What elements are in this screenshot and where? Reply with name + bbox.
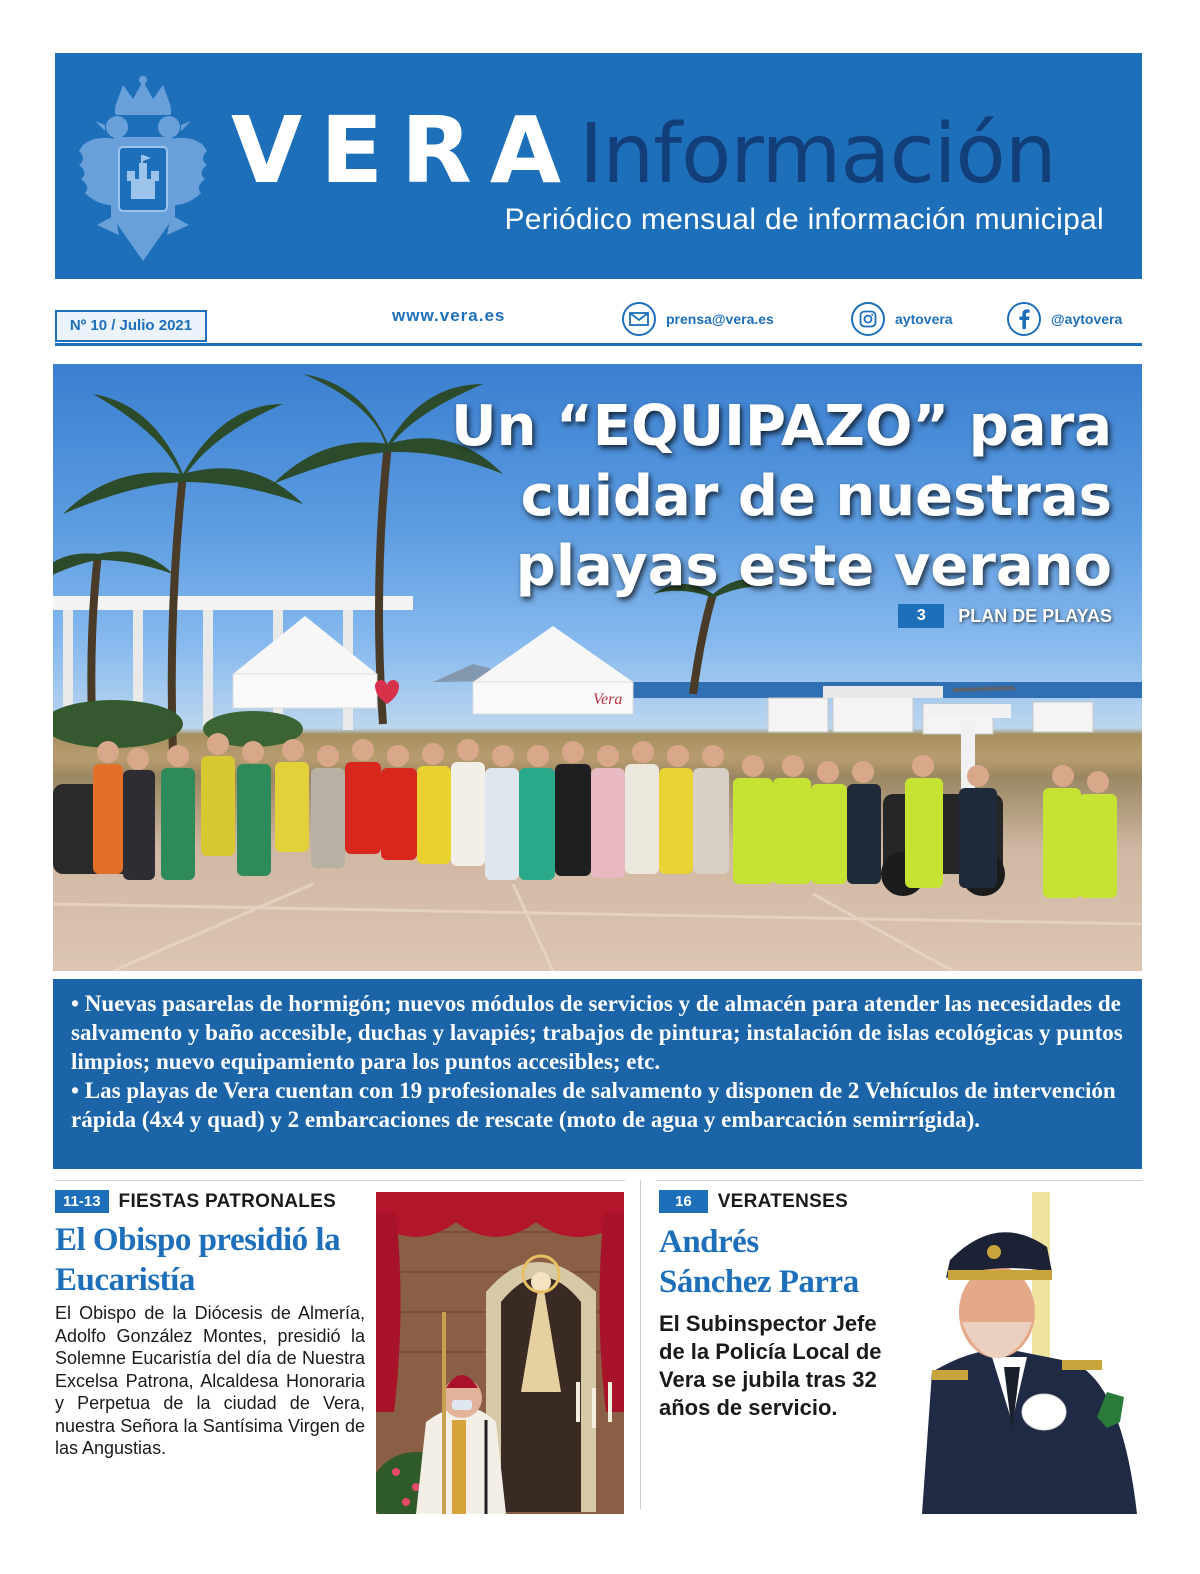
veratenses-section-head[interactable] (659, 1190, 848, 1213)
brand-informacion: Información (579, 107, 1056, 202)
hero-headline-line-3: playas este verano (515, 534, 1112, 599)
facebook-contact[interactable] (1007, 302, 1122, 336)
veratenses-headline-line-1: Andrés (659, 1224, 759, 1260)
veratenses-headline[interactable] (659, 1222, 859, 1302)
envelope-icon (622, 302, 656, 336)
issue-number: Nº 10 / Julio 2021 (55, 310, 207, 342)
hero-headline-line-1: Un “EQUIPAZO” para (451, 394, 1112, 459)
instagram-icon (851, 302, 885, 336)
veratenses-subtitle: El Subinspector Jefe de la Policía Local de Vera se jubila tras 32 años de servicio. (659, 1311, 882, 1420)
right-column-rule (656, 1180, 1142, 1181)
fiestas-headline-line-2: Eucaristía (55, 1262, 195, 1298)
brand-vera: VERA (231, 97, 580, 204)
hero-headline-line-2: cuidar de nuestras (520, 464, 1112, 529)
masthead-tagline: Periódico mensual de información municipal (504, 203, 1104, 236)
website-link[interactable]: www.vera.es (392, 306, 506, 325)
hero-section-tag[interactable] (898, 604, 1112, 628)
fiestas-section-name: FIESTAS PATRONALES (118, 1190, 337, 1212)
hero-section-name: PLAN DE PLAYAS (958, 605, 1112, 626)
fiestas-headline-line-1: El Obispo presidió la (55, 1222, 341, 1258)
instagram-text: aytovera (895, 311, 953, 327)
left-column-rule (55, 1180, 625, 1181)
facebook-icon (1007, 302, 1041, 336)
veratenses-page-badge: 16 (659, 1190, 708, 1213)
hero-headline (451, 392, 1112, 602)
email-contact[interactable] (622, 302, 774, 336)
fiestas-page-badge: 11-13 (55, 1190, 109, 1213)
coat-of-arms-icon (75, 75, 211, 265)
summary-bullet-1: • Nuevas pasarelas de hormigón; nuevos módulos de servicios y de almacén para atender las necesidades de salvamento y baño accesible, duchas y lavapiés; trabajos de pintura; instalación de islas ecológicas y puntos limpios; nuevo equipamiento para los puntos accesibles; etc. (71, 991, 1123, 1074)
fiestas-body: El Obispo de la Diócesis de Almería, Adolfo González Montes, presidió la Solemne Eucaristía del día de Nuestra Excelsa Patrona, Alcaldesa Honoraria y Perpetua de la ciudad de Vera, nuestra Señora la Santísima Virgen de las Angustias. (55, 1303, 365, 1458)
veratenses-headline-line-2: Sánchez Parra (659, 1264, 859, 1300)
tent-label: Vera (593, 691, 623, 708)
fiestas-section-head[interactable] (55, 1190, 336, 1213)
masthead (55, 53, 1142, 279)
hero-page-badge: 3 (898, 604, 944, 628)
summary-box (53, 979, 1142, 1169)
info-bar (55, 300, 1142, 346)
summary-bullet-2: • Las playas de Vera cuentan con 19 profesionales de salvamento y disponen de 2 Vehículos de intervención rápida (4x4 y quad) y 2 embarcaciones de rescate (moto de agua y embarcación semirrígida). (71, 1078, 1116, 1132)
masthead-brand (231, 81, 1056, 221)
column-divider (640, 1180, 641, 1510)
facebook-text: @aytovera (1051, 311, 1123, 327)
veratenses-section-name: VERATENSES (717, 1190, 849, 1212)
bishop-photo (376, 1192, 624, 1514)
email-text: prensa@vera.es (666, 311, 774, 327)
fiestas-headline[interactable] (55, 1220, 340, 1300)
instagram-contact[interactable] (851, 302, 953, 336)
officer-photo (902, 1192, 1142, 1514)
hero-section (53, 364, 1142, 971)
